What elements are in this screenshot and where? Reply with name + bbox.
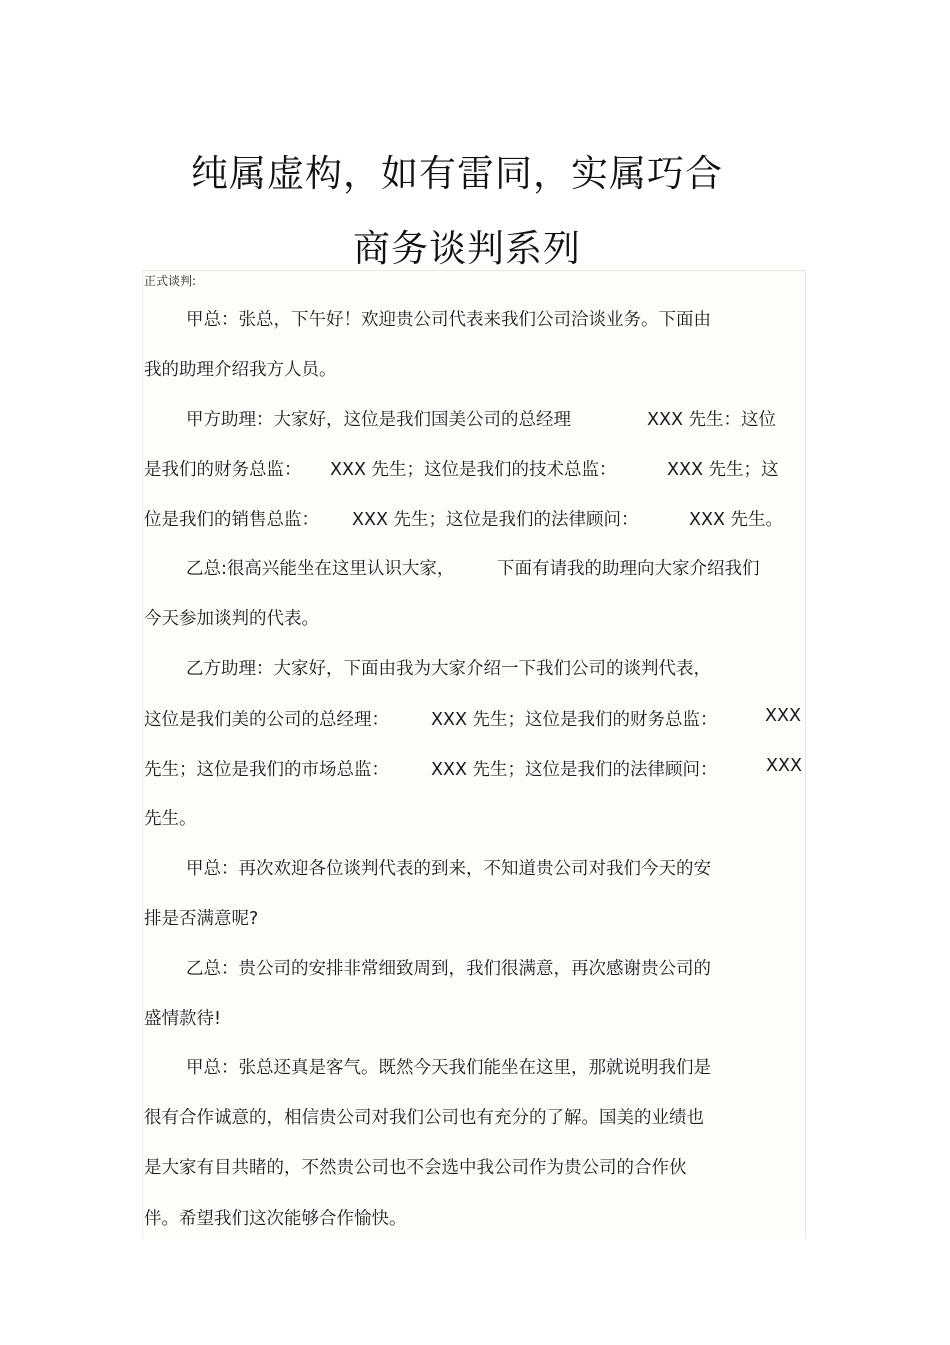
text-line	[144, 805, 197, 830]
text-segment: XXX 先生；这位是我们的技术总监：	[330, 460, 617, 480]
text-segment: 是我们的财务总监：	[144, 460, 302, 480]
text-segment: 下面有请我的助理向大家介绍我们	[497, 559, 760, 579]
text-segment: XXX	[765, 706, 801, 726]
text-line	[144, 905, 258, 930]
text-line	[144, 605, 319, 630]
document-title: 纯属虚构，如有雷同，实属巧合	[191, 152, 723, 195]
text-segment: 我的助理介绍我方人员。	[144, 360, 337, 380]
text-segment: 是大家有目共睹的，不然贵公司也不会选中我公司作为贵公司的合作伙	[144, 1158, 687, 1178]
text-line	[186, 955, 711, 980]
text-segment: XXX 先生；这位是我们的法律顾问：	[431, 760, 718, 780]
text-segment: 甲总：张总，下午好！欢迎贵公司代表来我们公司洽谈业务。下面由	[186, 310, 711, 330]
text-segment: XXX 先生；这	[667, 460, 779, 480]
text-segment: 乙总:很高兴能坐在这里认识大家，	[186, 559, 455, 579]
text-segment: XXX 先生；这位是我们的法律顾问：	[352, 510, 639, 530]
text-segment: 很有合作诚意的，相信贵公司对我们公司也有充分的了解。国美的业绩也	[144, 1108, 704, 1128]
document-subtitle: 商务谈判系列	[353, 227, 581, 270]
text-segment: 今天参加谈判的代表。	[144, 609, 319, 629]
text-line	[144, 356, 337, 381]
text-line	[144, 1104, 704, 1129]
text-line	[186, 1054, 711, 1079]
text-segment: 这位是我们美的公司的总经理：	[144, 710, 389, 730]
text-line	[186, 655, 711, 680]
text-segment: XXX	[766, 756, 802, 776]
text-line	[186, 306, 711, 331]
text-segment: 乙总：贵公司的安排非常细致周到，我们很满意，再次感谢贵公司的	[186, 959, 711, 979]
text-segment: 先生；这位是我们的市场总监：	[144, 760, 389, 780]
text-segment: 排是否满意呢?	[144, 909, 259, 929]
text-segment: XXX 先生。	[689, 510, 784, 530]
text-segment: XXX 先生：这位	[647, 410, 777, 430]
text-segment: 甲总：张总还真是客气。既然今天我们能坐在这里，那就说明我们是	[186, 1058, 711, 1078]
text-line	[186, 855, 711, 880]
text-segment: 甲方助理：大家好，这位是我们国美公司的总经理	[186, 410, 571, 430]
text-segment: XXX 先生；这位是我们的财务总监：	[431, 710, 718, 730]
section-label: 正式谈判:	[144, 274, 197, 288]
text-line	[144, 1154, 687, 1179]
text-segment: 伴。希望我们这次能够合作愉快。	[144, 1209, 407, 1229]
text-segment: 位是我们的销售总监：	[144, 510, 319, 530]
text-segment: 盛情款待!	[144, 1009, 222, 1029]
text-segment: 先生。	[144, 809, 197, 829]
text-line	[144, 1005, 221, 1030]
text-segment: 乙方助理：大家好，下面由我为大家介绍一下我们公司的谈判代表，	[186, 659, 711, 679]
text-line	[144, 1205, 407, 1230]
text-segment: 甲总：再次欢迎各位谈判代表的到来，不知道贵公司对我们今天的安	[186, 859, 711, 879]
